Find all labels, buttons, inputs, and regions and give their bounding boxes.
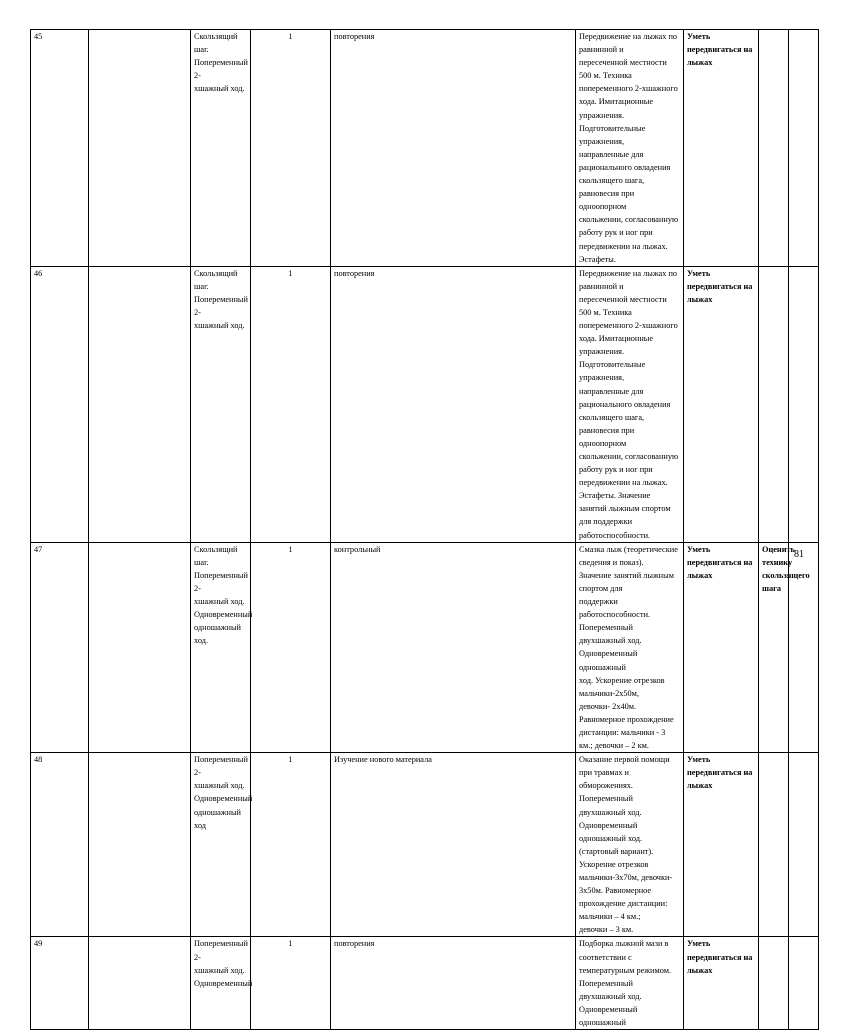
lesson-topic: Скользящий шаг. Попеременный 2- хшажный ход. xyxy=(191,30,251,267)
lesson-topic: Скользящий шаг. Попеременный 2- хшажный ход. Одновременный одношажный ход. xyxy=(191,542,251,753)
lesson-topic: Попеременный 2- хшажный ход. Одновременный xyxy=(191,937,251,1030)
hours-count: 1 xyxy=(251,937,331,1030)
lesson-number: 47 xyxy=(31,542,89,753)
lesson-type: повторения xyxy=(331,266,576,542)
table-row xyxy=(31,753,819,937)
control-cell xyxy=(759,753,789,937)
date-cell xyxy=(89,753,191,937)
lesson-content: Передвижение на лыжах по равнинной и пересеченной местности 500 м. Техника попеременного 2-хшажного хода. Имитационные упражнения. Подготовительные упражнения, направленные для рационального овладения скользящего шага, равновесия при одноопорном скольжении, согласованную работу рук и ног при передвижении на лыжах. Эстафеты. xyxy=(576,30,684,267)
lesson-type: повторения xyxy=(331,937,576,1030)
plan-date-cell xyxy=(789,30,819,267)
skill-requirement: Уметь передвигаться на лыжах xyxy=(684,753,759,937)
table-row xyxy=(31,937,819,1030)
date-cell xyxy=(89,542,191,753)
lesson-type: повторения xyxy=(331,30,576,267)
lesson-plan-table xyxy=(30,29,819,1030)
skill-requirement: Уметь передвигаться на лыжах xyxy=(684,542,759,753)
lesson-content: Передвижение на лыжах по равнинной и пересеченной местности 500 м. Техника попеременного 2-хшажного хода. Имитационные упражнения. Подготовительные упражнения, направленные для рационального овладения скользящего шага, равновесия при одноопорном скольжении, согласованную работу рук и ног при передвижении на лыжах. Эстафеты. Значение занятий лыжным спортом для поддержки работоспособности. xyxy=(576,266,684,542)
lesson-number: 48 xyxy=(31,753,89,937)
hours-count: 1 xyxy=(251,753,331,937)
hours-count: 1 xyxy=(251,542,331,753)
plan-date-cell xyxy=(789,266,819,542)
table-row xyxy=(31,542,819,753)
control-cell xyxy=(759,266,789,542)
table-row xyxy=(31,30,819,267)
date-cell xyxy=(89,30,191,267)
page-number: 81 xyxy=(794,549,804,560)
lesson-number: 46 xyxy=(31,266,89,542)
lesson-topic: Попеременный 2- хшажный ход. Одновременный одношажный ход xyxy=(191,753,251,937)
hours-count: 1 xyxy=(251,30,331,267)
control-cell xyxy=(759,30,789,267)
lesson-content: Оказание первой помощи при травмах и обморожениях. Попеременный двухшажный ход. Одновременный одношажный ход. (стартовый вариант). Ускорение отрезков мальчики-3х70м, девочки- 3х50м. Равномерное прохождение дистанции: мальчики – 4 км.; девочки – 3 км. xyxy=(576,753,684,937)
lesson-topic: Скользящий шаг. Попеременный 2- хшажный ход. xyxy=(191,266,251,542)
plan-date-cell xyxy=(789,937,819,1030)
lesson-content: Подборка лыжной мази в соответствии с температурным режимом. Попеременный двухшажный ход. Одновременный одношажный xyxy=(576,937,684,1030)
date-cell xyxy=(89,266,191,542)
table-row xyxy=(31,266,819,542)
control-cell xyxy=(759,937,789,1030)
lesson-type: Изучение нового материала xyxy=(331,753,576,937)
skill-requirement: Уметь передвигаться на лыжах xyxy=(684,937,759,1030)
control-cell: Оценить технику скользящего шага xyxy=(759,542,789,753)
date-cell xyxy=(89,937,191,1030)
skill-requirement: Уметь передвигаться на лыжах xyxy=(684,30,759,267)
lesson-number: 45 xyxy=(31,30,89,267)
lesson-number: 49 xyxy=(31,937,89,1030)
plan-date-cell xyxy=(789,753,819,937)
lesson-content: Смазка лыж (теоретические сведения и показ). Значение занятий лыжным спортом для поддержки работоспособности. Попеременный двухшажный ход. Одновременный одношажный ход. Ускорение отрезков мальчики-2х50м, девочки- 2х40м. Равномерное прохождение дистанции: мальчики - 3 км.; девочки – 2 км. xyxy=(576,542,684,753)
lesson-type: контрольный xyxy=(331,542,576,753)
skill-requirement: Уметь передвигаться на лыжах xyxy=(684,266,759,542)
hours-count: 1 xyxy=(251,266,331,542)
